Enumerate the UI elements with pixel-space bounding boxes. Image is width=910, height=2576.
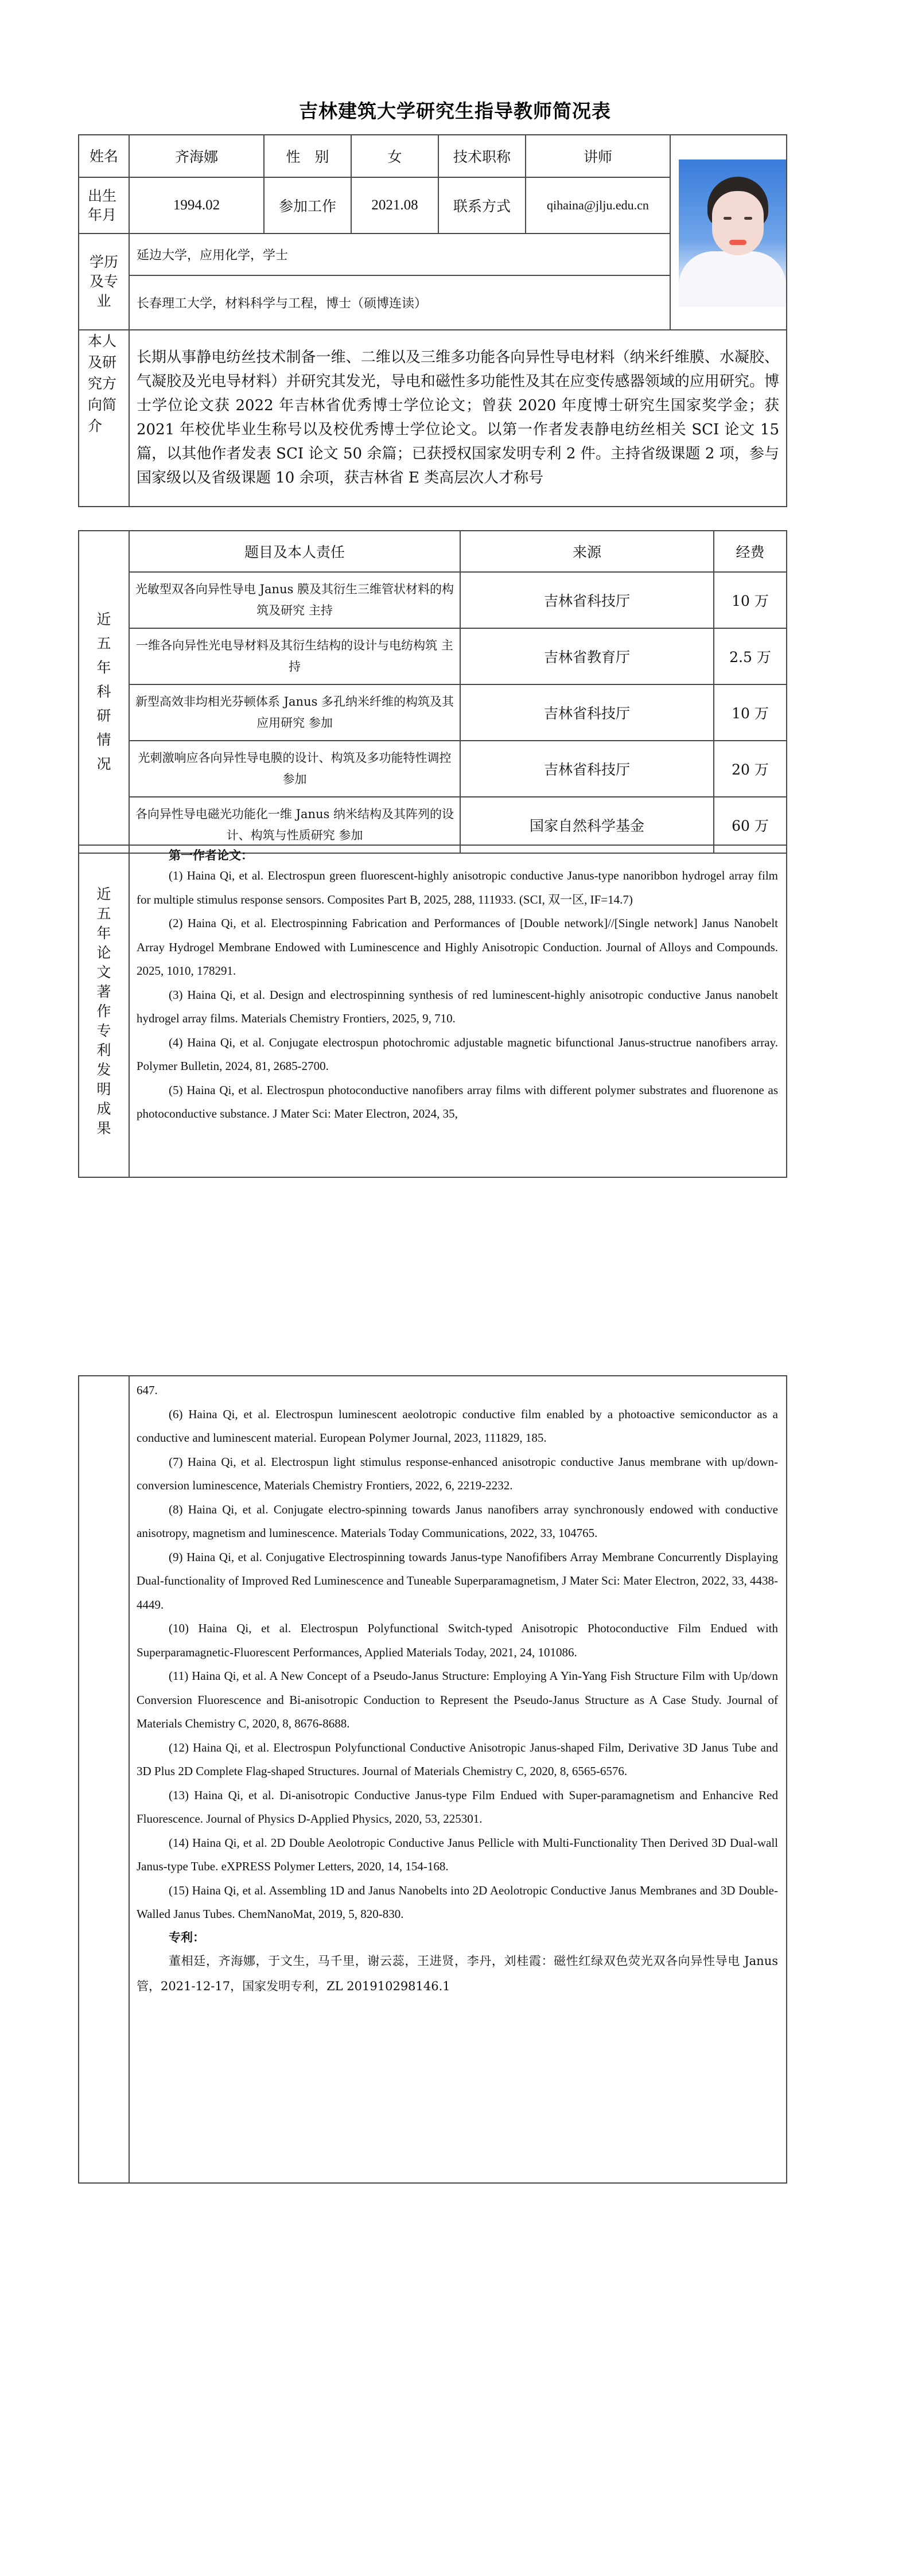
research-row xyxy=(79,572,787,628)
paper-item: (4) Haina Qi, et al. Conjugate electrospun photochromic adjustable magnetic bifunctional Janus-structrue nanofibers array. Polymer Bulletin, 2024, 81, 2685-2700. xyxy=(137,1035,778,1073)
papers-heading: 第一作者论文： xyxy=(169,849,253,862)
research-source: 吉林省科技厅 xyxy=(460,572,714,628)
papers-list xyxy=(129,845,787,1177)
basic-row-1 xyxy=(79,135,787,177)
photo-shirt xyxy=(679,251,786,307)
education-item: 长春理工大学，材料科学与工程，博士（硕博连读） xyxy=(129,275,670,330)
bio-label-cell xyxy=(79,330,129,507)
photo-face xyxy=(712,191,764,255)
paper-continuation: 647. xyxy=(137,1383,158,1397)
birth-label: 出生年月 xyxy=(88,188,117,223)
research-funding: 10 万 xyxy=(714,684,787,741)
research-topic: 光敏型双各向异性导电 Janus 膜及其衍生三维管状材料的构筑及研究 主持 xyxy=(129,572,460,628)
research-topic: 一维各向异性光电导材料及其衍生结构的设计与电纺构筑 主持 xyxy=(129,628,460,684)
paper-item: (13) Haina Qi, et al. Di-anisotropic Conductive Janus-type Film Endued with Super-paramagnetism and Enhancive Red Fluorescence. Journal of Physics D-Applied Physics, 2020, 53, 225301. xyxy=(137,1788,778,1826)
bio-label: 本人及研究方向简介 xyxy=(88,333,117,434)
paper-item: (5) Haina Qi, et al. Electrospun photoconductive nanofibers array films with different polymer substrates and fluorenone as photoconductive substance. J Mater Sci: Mater Electron, 2024, 35, xyxy=(137,1083,778,1120)
research-topic: 光刺激响应各向异性导电膜的设计、构筑及多功能特性调控 参加 xyxy=(129,741,460,797)
publications-label: 近五年论文著作专利发明成果 xyxy=(96,885,111,1137)
paper-item: (11) Haina Qi, et al. A New Concept of a Pseudo-Janus Structure: Employing A Yin-Yang Fish Structure Film with Up/down Conversion Fluorescence and Bi-anisotropic Conduction to Represent the Pseudo-Janus Structure as A Case Study. Journal of Materials Chemistry C, 2020, 8, 8676-8688. xyxy=(137,1669,778,1730)
research-funding: 60 万 xyxy=(714,797,787,853)
papers-list-continued xyxy=(129,1376,787,2183)
birth-value: 1994.02 xyxy=(129,177,264,234)
research-source: 吉林省教育厅 xyxy=(460,628,714,684)
education-label: 学历及专业 xyxy=(89,254,118,309)
research-header-row xyxy=(79,531,787,572)
paper-item: (2) Haina Qi, et al. Electrospinning Fabrication and Performances of [Double network]//[Single network] Janus Nanobelt Array Hydrogel Membrane Endowed with Luminescence and Highly Anisotropic Conduction. Journal of Alloys and Compounds. 2025, 1010, 178291. xyxy=(137,916,778,978)
paper-item: (12) Haina Qi, et al. Electrospun Polyfunctional Conductive Anisotropic Janus-shaped Film, Derivative 3D Janus Tube and 3D Plus 2D Complete Flag-shaped Structures. Journal of Materials Chemistry C, 2020, 8, 6565-6576. xyxy=(137,1740,778,1778)
gender-value: 女 xyxy=(351,135,438,177)
paper-item: (14) Haina Qi, et al. 2D Double Aeolotropic Conductive Janus Pellicle with Multi-Functionality Then Derived 3D Dual-wall Janus-type Tube. eXPRESS Polymer Letters, 2020, 14, 154-168. xyxy=(137,1835,778,1873)
research-label: 近五年科研情况 xyxy=(96,611,111,772)
bio-text: 长期从事静电纺丝技术制备一维、二维以及三维多功能各向异性导电材料（纳米纤维膜、水凝胶、气凝胶及光电导材料）并研究其发光，导电和磁性多功能性及其在应变传感器领域的应用研究。博士学位论文获 2022 年吉林省优秀博士学位论文；曾获 2020 年度博士研究生国家奖学金；获 2021 年校优毕业生称号以及校优秀博士学位论文。以第一作者发表静电纺丝相关 SCI 论文 15 篇，以其他作者发表 SCI 论文 50 余篇；已获授权国家发明专利 2 件。主持省级课题 2 项，参与国家级以及省级课题 10 余项，获吉林省 E 类高层次人才称号 xyxy=(129,330,787,507)
paper-item: (1) Haina Qi, et al. Electrospun green fluorescent-highly anisotropic conductive Janus-type nanoribbon hydrogel array film for multiple stimulus response sensors. Composites Part B, 2025, 288, 111933. (SCI, 双一区, IF=14.7) xyxy=(137,869,778,906)
research-source: 吉林省科技厅 xyxy=(460,741,714,797)
name-label: 姓名 xyxy=(79,135,129,177)
paper-item: (9) Haina Qi, et al. Conjugative Electrospinning towards Janus-type Nanofifibers Array Membrane Concurrently Displaying Dual-functionality of Improved Red Luminescence and Tuneable Superparamagnetism, J Mater Sci: Mater Electron, 2022, 33, 4438-4449. xyxy=(137,1550,778,1612)
portrait-photo xyxy=(679,159,786,307)
name-value: 齐海娜 xyxy=(129,135,264,177)
research-table xyxy=(78,530,787,854)
research-row xyxy=(79,628,787,684)
paper-item: (3) Haina Qi, et al. Design and electrospinning synthesis of red luminescent-highly anisotropic conductive Janus nanobelt hydrogel array films. Materials Chemistry Frontiers, 2025, 9, 710. xyxy=(137,987,778,1025)
work-label: 参加工作 xyxy=(264,177,351,234)
education-label-cell xyxy=(79,234,129,330)
paper-item: (10) Haina Qi, et al. Electrospun Polyfunctional Switch-typed Anisotropic Photoconductive Film Endued with Superparamagnetic-Fluorescent Performances, Applied Materials Today, 2021, 24, 101086. xyxy=(137,1621,778,1659)
research-header-topic: 题目及本人责任 xyxy=(129,531,460,572)
patents-heading: 专利： xyxy=(169,1930,205,1944)
title-value: 讲师 xyxy=(526,135,670,177)
work-value: 2021.08 xyxy=(351,177,438,234)
paper-item: (15) Haina Qi, et al. Assembling 1D and Janus Nanobelts into 2D Aeolotropic Conductive Janus Membranes and 3D Double-Walled Janus Tubes. ChemNanoMat, 2019, 5, 820-830. xyxy=(137,1883,778,1921)
research-source: 国家自然科学基金 xyxy=(460,797,714,853)
photo-cell xyxy=(670,135,787,330)
document-title: 吉林建筑大学研究生指导教师简况表 xyxy=(299,100,611,122)
supervisor-profile-table xyxy=(78,134,787,507)
research-header-funding: 经费 xyxy=(714,531,787,572)
research-row xyxy=(79,741,787,797)
publications-label-cell xyxy=(79,845,129,1177)
paper-item: (8) Haina Qi, et al. Conjugate electro-spinning towards Janus nanofibers array synchronously endowed with conductive anisotropy, magnetism and luminescence. Materials Today Communications, 2022, 33, 104765. xyxy=(137,1502,778,1540)
publications-row xyxy=(79,845,787,1177)
paper-item: (7) Haina Qi, et al. Electrospun light stimulus response-enhanced anisotropic conductive Janus membrane with up/down-conversion luminescence, Materials Chemistry Frontiers, 2022, 6, 2219-2232. xyxy=(137,1454,778,1492)
research-row xyxy=(79,684,787,741)
research-funding: 2.5 万 xyxy=(714,628,787,684)
research-topic: 新型高效非均相光芬顿体系 Janus 多孔纳米纤维的构筑及其应用研究 参加 xyxy=(129,684,460,741)
education-item: 延边大学，应用化学，学士 xyxy=(129,234,670,275)
photo-eye xyxy=(744,217,752,220)
bio-row xyxy=(79,330,787,507)
research-source: 吉林省科技厅 xyxy=(460,684,714,741)
birth-label-cell xyxy=(79,177,129,234)
publications-label-cell-empty xyxy=(79,1376,129,2183)
publications-row-continued xyxy=(79,1376,787,2183)
contact-email[interactable]: qihaina@jlju.edu.cn xyxy=(526,177,670,234)
publications-table-page2 xyxy=(78,1375,787,2184)
patent-item: 董相廷，齐海娜，于文生，马千里，谢云蕊，王进贤，李丹，刘桂霞：磁性红绿双色荧光双各向异性导电 Janus 管，2021-12-17，国家发明专利，ZL 201910298146.1 xyxy=(137,1954,778,1993)
paper-item: (6) Haina Qi, et al. Electrospun luminescent aeolotropic conductive film enabled by a photoactive semiconductor as a conductive and luminescent material. European Polymer Journal, 2023, 111829, 185. xyxy=(137,1407,778,1445)
gender-label: 性 别 xyxy=(264,135,351,177)
research-label-cell xyxy=(79,531,129,853)
title-label: 技术职称 xyxy=(438,135,526,177)
contact-label: 联系方式 xyxy=(438,177,526,234)
photo-lips xyxy=(729,240,746,245)
photo-eye xyxy=(724,217,732,220)
research-funding: 20 万 xyxy=(714,741,787,797)
research-funding: 10 万 xyxy=(714,572,787,628)
publications-table-page1 xyxy=(78,845,787,1178)
research-header-source: 来源 xyxy=(460,531,714,572)
research-topic: 各向异性导电磁光功能化一维 Janus 纳米结构及其阵列的设计、构筑与性质研究 参加 xyxy=(129,797,460,853)
